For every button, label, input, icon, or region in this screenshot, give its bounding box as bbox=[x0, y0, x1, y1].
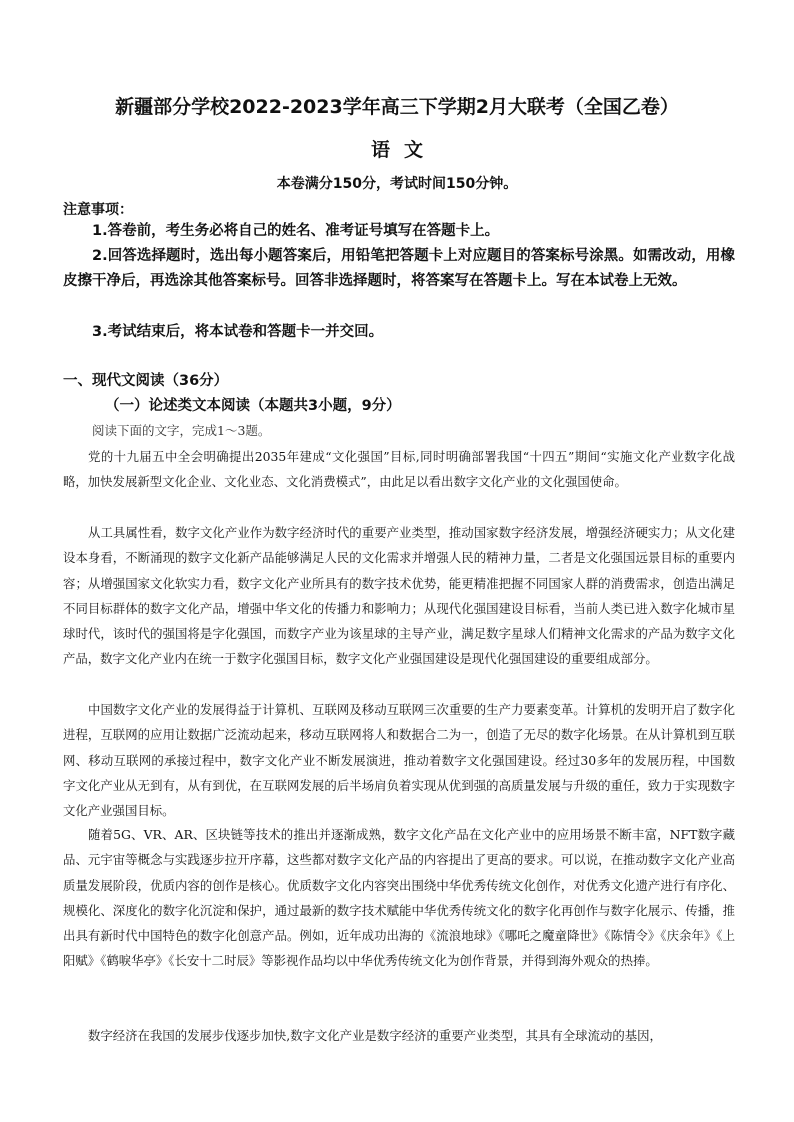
section-heading: 一、现代文阅读（36分） bbox=[63, 373, 229, 389]
article-paragraph-5: 数字经济在我国的发展步伐逐步加快,数字文化产业是数字经济的重要产业类型，其具有全球流动的基因， bbox=[88, 1028, 662, 1043]
reading-instruction: 阅读下面的文字，完成1～3题。 bbox=[92, 423, 271, 438]
subsection-heading: （一）论述类文本阅读（本题共3小题，9分） bbox=[105, 398, 401, 414]
article-paragraph-3: 中国数字文化产业的发展得益于计算机、互联网及移动互联网三次重要的生产力要素变革。计算机的发明开启了数字化进程，互联网的应用让数据广泛流动起来，移动互联网将人和数据合二为一，创造了无尽的数字化场景。在从计算机到互联网、移动互联网的承接过程中，数字文化产业不断发展演进，推动着数字文化强国建设。经过30多年的发展历程，中国数字文化产业从无到有，从有到优，在互联网发展的后半场肩负着实现从优到强的高质量发展与升级的重任，致力于实现数字文化产业强国目标。 bbox=[63, 702, 735, 819]
article-paragraph-1: 党的十九届五中全会明确提出2035年建成“文化强国”目标,同时明确部署我国“十四五”期间“实施文化产业数字化战略，加快发展新型文化企业、文化业态、文化消费模式”，由此足以看出数字文化产业的文化强国使命。 bbox=[63, 449, 735, 490]
notice-heading: 注意事项： bbox=[63, 202, 133, 218]
notice-item-2: 2.回答选择题时，选出每小题答案后，用铅笔把答题卡上对应题目的答案标号涂黑。如需改动，用橡皮擦干净后，再选涂其他答案标号。回答非选择题时，将答案写在答题卡上。写在本试卷上无效。 bbox=[63, 248, 735, 289]
article-paragraph-2: 从工具属性看，数字文化产业作为数字经济时代的重要产业类型，推动国家数字经济发展，增强经济硬实力；从文化建设本身看，不断涌现的数字文化新产品能够满足人民的文化需求并增强人民的精神力量，二者是文化强国远景目标的重要内容；从增强国家文化软实力看，数字文化产业所具有的数字技术优势，能更精准把握不同国家人群的消费需求，创造出满足不同目标群体的数字文化产品，增强中华文化的传播力和影响力；从现代化强国建设目标看，当前人类已进入数字化城市星球时代，该时代的强国将是字化强国，而数字产业为该星球的主导产业，满足数字星球人们精神文化需求的产品为数字文化产品，数字文化产业内在统一于数字化强国目标，数字文化产业强国建设是现代化强国建设的重要组成部分。 bbox=[63, 525, 735, 667]
exam-meta: 本卷满分150分，考试时间150分钟。 bbox=[276, 176, 518, 192]
exam-title: 新疆部分学校2022-2023学年高三下学期2月大联考（全国乙卷） bbox=[115, 96, 679, 118]
notice-item-3: 3.考试结束后，将本试卷和答题卡一并交回。 bbox=[92, 324, 384, 340]
subject-title: 语文 bbox=[370, 139, 437, 161]
article-paragraph-4: 随着5G、VR、AR、区块链等技术的推出并逐渐成熟，数字文化产品在文化产业中的应用场景不断丰富，NFT数字藏品、元宇宙等概念与实践逐步拉开序幕，这些都对数字文化产品的内容提出了更高的要求。可以说，在推动数字文化产业高质量发展阶段，优质内容的创作是核心。优质数字文化内容突出围绕中华优秀传统文化创作，对优秀文化遗产进行有序化、规模化、深度化的数字化沉淀和保护，通过最新的数字技术赋能中华优秀传统文化的数字化再创作与数字化展示、传播，推出具有新时代中国特色的数字化创意产品。例如，近年成功出海的《流浪地球》《哪吒之魔童降世》《陈情令》《庆余年》《上阳赋》《鹤唳华亭》《长安十二时辰》等影视作品均以中华优秀传统文化为创作背景，并得到海外观众的热捧。 bbox=[63, 827, 735, 969]
notice-item-1: 1.答卷前，考生务必将自己的姓名、准考证号填写在答题卡上。 bbox=[92, 223, 500, 239]
